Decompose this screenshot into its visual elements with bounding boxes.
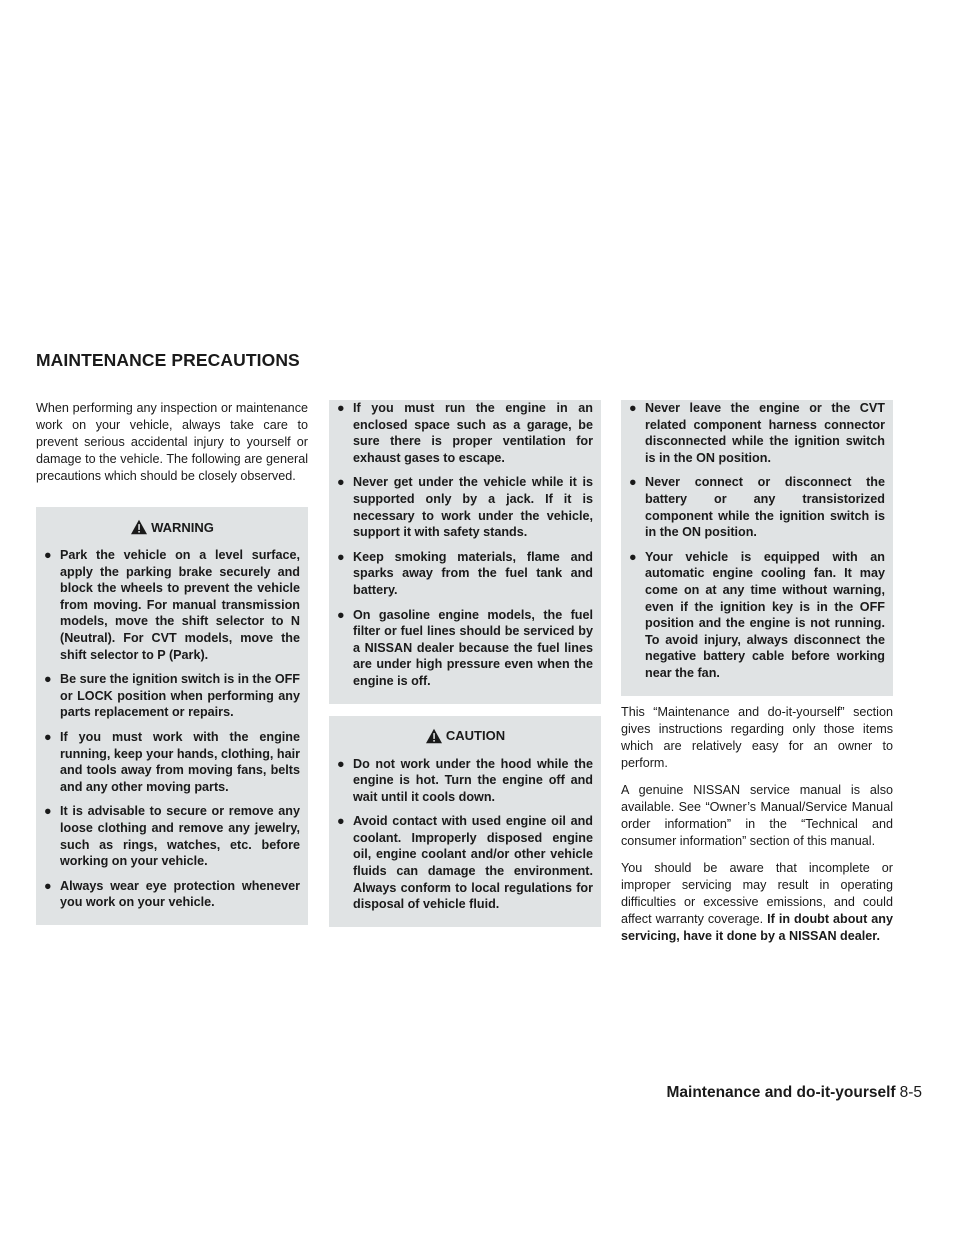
page-number: 8-5 <box>899 1084 922 1101</box>
service-manual-paragraph: A genuine NISSAN service manual is also available. See “Owner’s Manual/Service Manual order information” in the “Technical and consumer information” section of this manual. <box>621 782 893 848</box>
list-item: ● Avoid contact with used engine oil and coolant. Improperly disposed engine oil, engine coolant and/or other vehicle fluids can damage the environment. Always conform to local regulations for disposal of vehicle fluid. <box>337 814 593 912</box>
caution-box-continued <box>621 400 893 696</box>
section-title: MAINTENANCE PRECAUTIONS <box>36 350 300 370</box>
list-item: ● If you must run the engine in an enclosed space such as a garage, be sure there is proper ventilation for exhaust gases to escape. <box>337 401 593 465</box>
list-item: ● Never connect or disconnect the battery or any transistorized component while the ignition switch is in the ON position. <box>629 475 885 540</box>
list-item: ● Keep smoking materials, flame and sparks away from the fuel tank and battery. <box>337 549 593 597</box>
list-item: ● Do not work under the hood while the engine is hot. Turn the engine off and wait until it cools down. <box>337 756 593 804</box>
warning-list <box>44 547 300 911</box>
servicing-emphasis: If in doubt about any servicing, have it done by a NISSAN dealer. <box>621 911 893 943</box>
caution-list-continued <box>629 400 885 682</box>
list-item: ● Never leave the engine or the CVT related component harness connector disconnected while the ignition switch is in the ON position. <box>629 401 885 465</box>
column-3 <box>621 400 893 955</box>
warning-box-continued <box>329 400 601 704</box>
list-item: ● Your vehicle is equipped with an automatic engine cooling fan. It may come on at any time without warning, even if the ignition key is in the OFF position and the engine is not running. To avoid injury, always disconnect the negative battery cable before working near the fan. <box>629 549 885 680</box>
list-item: ● On gasoline engine models, the fuel filter or fuel lines should be serviced by a NISSAN dealer because the fuel lines are under high pressure even when the engine is off. <box>337 607 593 688</box>
list-item: ● If you must work with the engine running, keep your hands, clothing, hair and tools away from moving fans, belts and any other moving parts. <box>44 729 301 794</box>
caution-title: CAUTION <box>337 728 593 744</box>
footer-section-name: Maintenance and do-it-yourself <box>666 1084 896 1101</box>
warning-list-continued <box>337 400 593 690</box>
list-item: ● Park the vehicle on a level surface, apply the parking brake securely and block the wheels to prevent the vehicle from moving. For manual transmission models, move the shift selector to N (Neutral). For CVT models, move the shift selector to P (Park). <box>44 548 300 662</box>
caution-list <box>337 756 593 913</box>
caution-box <box>329 716 601 927</box>
column-2 <box>329 400 601 927</box>
list-item: ● Be sure the ignition switch is in the OFF or LOCK position when performing any parts replacement or repairs. <box>44 672 301 720</box>
list-item: ● Always wear eye protection whenever you work on your vehicle. <box>44 878 300 910</box>
warning-box <box>36 507 308 925</box>
section-info-paragraph: This “Maintenance and do-it-yourself” section gives instructions regarding only those items which are relatively easy for an owner to perform. <box>621 704 893 770</box>
page-footer <box>667 1084 923 1102</box>
intro-paragraph: When performing any inspection or maintenance work on your vehicle, always take care to prevent serious accidental injury to yourself or damage to the vehicle. The following are general precautions which should be closely observed. <box>36 401 308 483</box>
caution-triangle-icon <box>425 728 443 744</box>
column-1 <box>36 400 308 925</box>
servicing-paragraph: You should be aware that incomplete or improper servicing may result in operating difficulties or excessive emissions, and could affect warranty coverage. If in doubt about any servicing, have it done by a NISSAN dealer. <box>621 860 893 943</box>
warning-triangle-icon <box>130 519 148 535</box>
list-item: ● It is advisable to secure or remove any loose clothing and remove any jewelry, such as rings, watches, etc. before working on your vehicle. <box>44 804 300 869</box>
warning-title: WARNING <box>44 519 300 535</box>
list-item: ● Never get under the vehicle while it is supported only by a jack. If it is necessary to work under the vehicle, support it with safety stands. <box>337 475 593 540</box>
